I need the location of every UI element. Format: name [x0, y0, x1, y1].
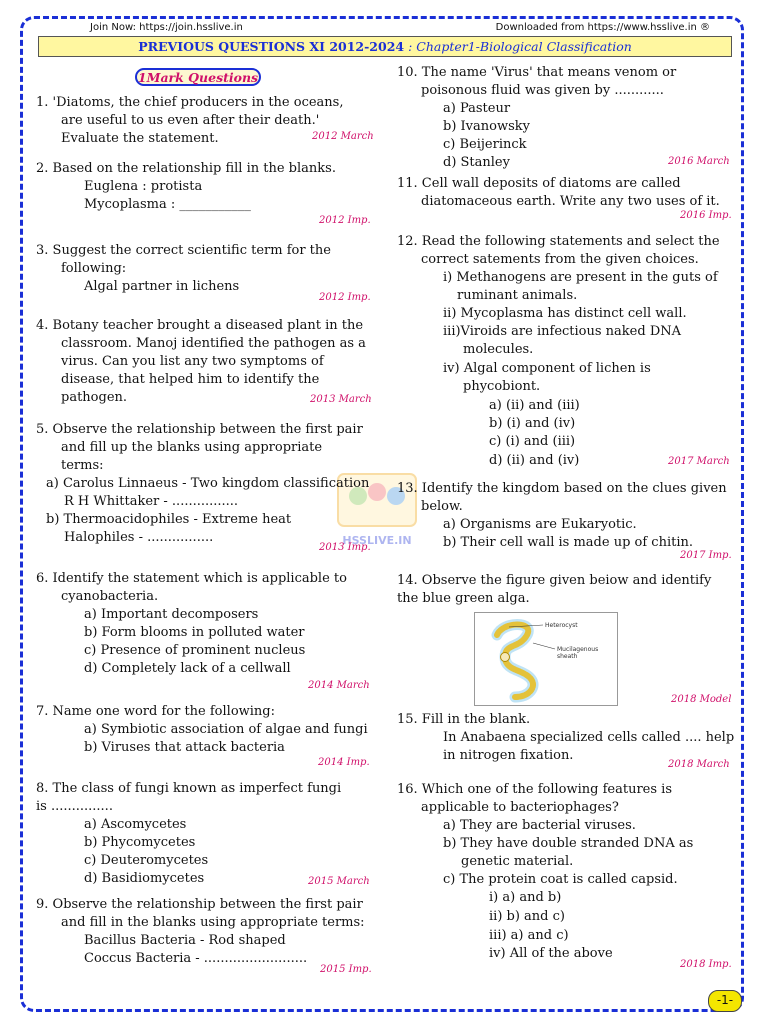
question-text-line: and fill up the blanks using appropriate: [61, 440, 323, 455]
question-text-line: Bacillus Bacteria - Rod shaped: [84, 933, 286, 948]
question-text-line: and fill in the blanks using appropriate terms:: [61, 915, 365, 930]
question-text-line: correct satements from the given choices.: [421, 252, 699, 267]
year-tag: 2018 Imp.: [680, 959, 732, 970]
question-text-line: 7. Name one word for the following:: [36, 704, 276, 719]
year-tag: 2012 Imp.: [319, 215, 371, 226]
question-text-line: a) (ii) and (iii): [489, 398, 580, 413]
question-text-line: iii)Viroids are infectious naked DNA: [443, 324, 682, 339]
question-text-line: molecules.: [463, 342, 534, 357]
question-text-line: poisonous fluid was given by ............: [421, 83, 664, 98]
title-separator: :: [404, 39, 417, 54]
anabaena-filament-diagram: [475, 613, 617, 705]
year-tag: 2015 Imp.: [320, 964, 372, 975]
watermark-text: HSSLIVE.IN: [342, 534, 412, 547]
question-text-line: applicable to bacteriophages?: [421, 800, 619, 815]
question-text-line: 10. The name 'Virus' that means venom or: [397, 65, 677, 80]
question-text-line: ii) b) and c): [489, 909, 565, 924]
year-tag: 2017 Imp.: [680, 550, 732, 561]
question-text-line: ii) Mycoplasma has distinct cell wall.: [443, 306, 687, 321]
question-text-line: phycobiont.: [463, 379, 541, 394]
question-text-line: genetic material.: [461, 854, 574, 869]
question-text-line: i) Methanogens are present in the guts of: [443, 270, 718, 285]
question-text-line: a) Symbiotic association of algae and fungi: [84, 722, 368, 737]
question-text-line: iii) a) and c): [489, 928, 569, 943]
label-mucilagenous: Mucilagenous: [557, 646, 599, 653]
question-text-line: ruminant animals.: [457, 288, 578, 303]
question-text-line: are useful to us even after their death.': [61, 113, 320, 128]
question-text-line: Coccus Bacteria - .........................: [84, 951, 308, 966]
question-text-line: disease, that helped him to identify the: [61, 372, 320, 387]
question-text-line: b) Thermoacidophiles - Extreme heat: [46, 512, 292, 527]
question-text-line: d) Stanley: [443, 155, 510, 170]
year-tag: 2018 March: [668, 759, 730, 770]
question-text-line: d) Basidiomycetes: [84, 871, 205, 886]
question-text-line: following:: [61, 261, 127, 276]
question-text-line: b) They have double stranded DNA as: [443, 836, 694, 851]
question-text-line: b) Viruses that attack bacteria: [84, 740, 285, 755]
question-text-line: 8. The class of fungi known as imperfect fungi: [36, 781, 342, 796]
question-text-line: is ...............: [36, 799, 113, 814]
question-text-line: 1. 'Diatoms, the chief producers in the oceans,: [36, 95, 344, 110]
question-text-line: iv) All of the above: [489, 946, 613, 961]
question-text-line: classroom. Manoj identified the pathogen as a: [61, 336, 366, 351]
year-tag: 2014 Imp.: [318, 757, 370, 768]
question-text-line: a) Organisms are Eukaryotic.: [443, 517, 637, 532]
question-text-line: b) (i) and (iv): [489, 416, 576, 431]
question-text-line: 2. Based on the relationship fill in the blanks.: [36, 161, 336, 176]
question-text-line: 16. Which one of the following features is: [397, 782, 672, 797]
question-text-line: a) Important decomposers: [84, 607, 259, 622]
question-text-line: 15. Fill in the blank.: [397, 712, 531, 727]
question-text-line: i) a) and b): [489, 890, 562, 905]
question-text-line: b) Form blooms in polluted water: [84, 625, 305, 640]
question-text-line: Evaluate the statement.: [61, 131, 219, 146]
question-text-line: a) Pasteur: [443, 101, 511, 116]
join-link[interactable]: Join Now: https://join.hsslive.in: [90, 22, 243, 33]
question-text-line: c) Beijerinck: [443, 137, 527, 152]
year-tag: 2012 Imp.: [319, 292, 371, 303]
label-sheath: sheath: [557, 653, 578, 660]
question-text-line: c) Presence of prominent nucleus: [84, 643, 306, 658]
question-text-line: 12. Read the following statements and select the: [397, 234, 720, 249]
question-text-line: In Anabaena specialized cells called .... help: [443, 730, 735, 745]
question-text-line: 5. Observe the relationship between the first pair: [36, 422, 363, 437]
download-source[interactable]: Downloaded from https://www.hsslive.in ®: [495, 22, 710, 33]
year-tag: 2016 Imp.: [680, 210, 732, 221]
page-title: PREVIOUS QUESTIONS XI 2012-2024: [138, 39, 405, 54]
question-text-line: b) Their cell wall is made up of chitin.: [443, 535, 693, 550]
chapter-title: Chapter1-Biological Classification: [416, 39, 632, 54]
question-text-line: c) Deuteromycetes: [84, 853, 209, 868]
question-text-line: in nitrogen fixation.: [443, 748, 574, 763]
question-text-line: c) The protein coat is called capsid.: [443, 872, 678, 887]
year-tag: 2012 March: [312, 131, 374, 142]
question-text-line: diatomaceous earth. Write any two uses of it.: [421, 194, 720, 209]
question-text-line: 3. Suggest the correct scientific term for the: [36, 243, 331, 258]
question-text-line: 6. Identify the statement which is applicable to: [36, 571, 347, 586]
question-text-line: Halophiles - ................: [64, 530, 214, 545]
question-text-line: 13. Identify the kingdom based on the clues given: [397, 481, 727, 496]
question-text-line: the blue green alga.: [397, 591, 530, 606]
top-links: [90, 22, 710, 33]
question-text-line: 11. Cell wall deposits of diatoms are called: [397, 176, 681, 191]
page-number: -1-: [708, 990, 742, 1012]
question-text-line: a) They are bacterial viruses.: [443, 818, 636, 833]
question-text-line: b) Ivanowsky: [443, 119, 530, 134]
section-label: 1Mark Questions: [135, 68, 261, 86]
question-text-line: d) Completely lack of a cellwall: [84, 661, 291, 676]
question-text-line: d) (ii) and (iv): [489, 453, 580, 468]
year-tag: 2014 March: [308, 680, 370, 691]
year-tag: 2015 March: [308, 876, 370, 887]
question-text-line: 4. Botany teacher brought a diseased plant in the: [36, 318, 364, 333]
question-text-line: a) Carolus Linnaeus - Two kingdom classification: [46, 476, 370, 491]
question-text-line: 14. Observe the figure given beiow and identify: [397, 573, 712, 588]
question-text-line: cyanobacteria.: [61, 589, 159, 604]
title-banner: [38, 36, 732, 57]
anabaena-figure: [474, 612, 618, 706]
question-text-line: 9. Observe the relationship between the first pair: [36, 897, 363, 912]
question-text-line: iv) Algal component of lichen is: [443, 361, 651, 376]
question-text-line: Mycoplasma : ___________: [84, 197, 251, 212]
question-text-line: virus. Can you list any two symptoms of: [61, 354, 324, 369]
question-text-line: R H Whittaker - ................: [64, 494, 239, 509]
year-tag: 2016 March: [668, 156, 730, 167]
question-text-line: Euglena : protista: [84, 179, 203, 194]
question-text-line: below.: [421, 499, 463, 514]
question-text-line: terms:: [61, 458, 104, 473]
year-tag: 2013 March: [310, 394, 372, 405]
question-text-line: Algal partner in lichens: [84, 279, 240, 294]
year-tag: 2017 March: [668, 456, 730, 467]
question-text-line: c) (i) and (iii): [489, 434, 576, 449]
year-tag: 2018 Model: [671, 694, 732, 705]
year-tag: 2013 Imp.: [319, 542, 371, 553]
label-heterocyst: Heterocyst: [545, 622, 578, 629]
question-text-line: pathogen.: [61, 390, 128, 405]
question-text-line: a) Ascomycetes: [84, 817, 187, 832]
question-text-line: b) Phycomycetes: [84, 835, 196, 850]
